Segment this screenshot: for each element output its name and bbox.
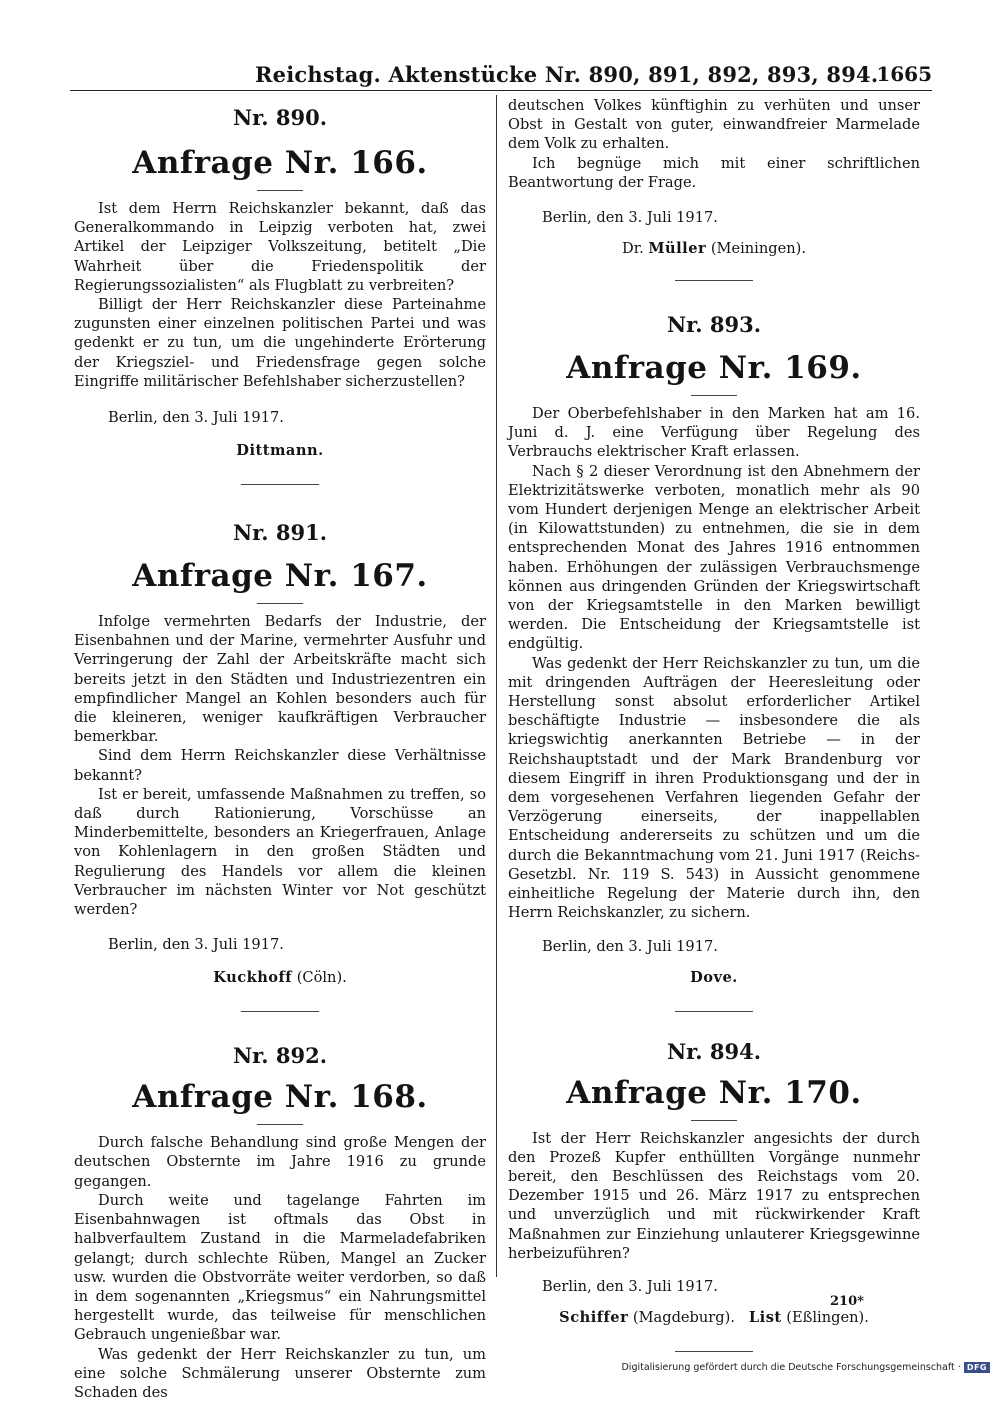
paragraph: Durch weite und tagelange Fahrten im Eisenbahnwagen ist oftmals das Obst in halbverfaultem Zustand in die Marmeladefabriken gelangt; durch schlechte Rüben, Mangel an Zucker usw. wurden die Obstvorräte weiter verdorben, so daß in dem sogenannten „Kriegsmus“ ein Nahrungsmittel hergestellt wurde, das teilweise für menschlichen Gebrauch ungenießbar war.	[74, 1191, 486, 1344]
inquiry-title: Anfrage Nr. 166.	[132, 145, 428, 181]
paragraph: Was gedenkt der Herr Reichskanzler zu tun, um eine solche Schmälerung unserer Obsternte zum Schaden des	[74, 1345, 486, 1401]
paragraph: Nach § 2 dieser Verordnung ist den Abnehmern der Elektrizitätswerke verboten, monatlich mehr als 90 vom Hundert derjenigen Menge an elektrischer Arbeit (in Kilowattstunden) zu entnehmen, die sie in dem entsprechenden Monat des Jahres 1916 entnommen haben. Erhöhungen der zulässigen Verbrauchsmenge können aus dringenden Gründen der Kriegswirtschaft von der Kriegsamtstelle in den Marken bewilligt werden. Die Entscheidung der Kriegsamtstelle ist endgültig.	[508, 462, 920, 653]
date-line: Berlin, den 3. Juli 1917.	[542, 937, 718, 955]
document-893	[508, 281, 920, 1011]
document-number: Nr. 893.	[666, 312, 762, 338]
signature	[508, 1308, 920, 1327]
digitization-credit: Digitalisierung gefördert durch die Deutsche Forschungsgemeinschaft · DFG	[621, 1362, 990, 1373]
paragraph: Was gedenkt der Herr Reichskanzler zu tun, um die mit dringenden Aufträgen der Heeresleitung oder Herstellung sonst absolut erforderlicher Artikel beschäftigte Industrie — insbesondere die als kriegswichtig anerkannten Betriebe — in der Reichshauptstadt und der Mark Brandenburg vor diesem Eingriff in ihren Produktionsgang und der in dem vorgesehenen Verfahren liegenden Gefahr der Verzögerung einerseits, der inappellablen Entscheidung andererseits zu schützen und um die durch die Bekanntmachung vom 21. Juni 1917 (Reichs-Gesetzbl. Nr. 119 S. 543) in Aussicht genommene einheitliche Regelung der Materie durch ihn, den Herrn Reichskanzler, zu sichern.	[508, 654, 920, 922]
inquiry-title: Anfrage Nr. 169.	[566, 350, 862, 387]
title-rule	[691, 1120, 737, 1121]
signature	[74, 441, 486, 460]
signatory-place: (Eßlingen).	[781, 1308, 869, 1326]
page-header	[70, 60, 932, 91]
document-890	[74, 96, 486, 485]
document-number: Nr. 892.	[232, 1043, 328, 1069]
signatory-name: Dittmann.	[236, 442, 324, 460]
running-title: Reichstag. Aktenstücke Nr. 890, 891, 892, 893, 894.	[255, 62, 879, 87]
inquiry-title: Anfrage Nr. 170.	[566, 1074, 862, 1111]
title-rule	[257, 603, 303, 604]
signature	[74, 968, 486, 987]
document-number: Nr. 891.	[232, 520, 328, 546]
signatory-title: Dr.	[622, 240, 649, 258]
paragraph: Infolge vermehrten Bedarfs der Industrie, der Eisenbahnen und der Marine, vermehrter Ausfuhr und Verringerung der Zahl der Arbeitskräfte macht sich bereits jetzt in den Städten und Industriezentren ein empfindlicher Mangel an Kohlen besonders auch für die kleineren, weniger kaufkräftigen Verbraucher bemerkbar.	[74, 613, 486, 746]
section-separator	[675, 1351, 753, 1352]
date-line: Berlin, den 3. Juli 1917.	[108, 409, 284, 427]
inquiry-title: Anfrage Nr. 168.	[132, 1079, 428, 1116]
document-number: Nr. 890.	[232, 105, 328, 130]
signatory-name: List	[748, 1308, 782, 1326]
signatory-name: Dove.	[690, 968, 738, 986]
document-892-continued	[508, 96, 920, 281]
right-column	[508, 96, 920, 1352]
paragraph: Der Oberbefehlshaber in den Marken hat am 16. Juni d. J. eine Verfügung über Regelung des Verbrauchs elektrischer Kraft erlassen.	[508, 405, 920, 461]
signature	[508, 239, 920, 258]
date-line: Berlin, den 3. Juli 1917.	[542, 209, 718, 227]
page-number: 1665	[876, 62, 932, 86]
paragraph: Ich begnüge mich mit einer schriftlichen Beantwortung der Frage.	[508, 154, 920, 191]
inquiry-title: Anfrage Nr. 167.	[132, 558, 428, 595]
title-rule	[691, 395, 737, 396]
date-line: Berlin, den 3. Juli 1917.	[108, 936, 284, 954]
paragraph: Ist er bereit, umfassende Maßnahmen zu treffen, so daß durch Rationierung, Vorschüsse an Minderbemittelte, besonders an Kriegerfrauen, Anlage von Kohlenlagern in den großen Städten und Regulierung des Handels vor allem die kleinen Verbraucher im nächsten Winter vor Not geschützt werden?	[74, 785, 486, 919]
paragraph: Sind dem Herrn Reichskanzler diese Verhältnisse bekannt?	[74, 747, 486, 784]
title-rule	[257, 1124, 303, 1125]
paragraph: Ist der Herr Reichskanzler angesichts der durch den Prozeß Kupfer enthüllten Vorgänge nunmehr bereit, den Beschlüssen des Reichstags vom 20. Dezember 1915 und 26. März 1917 zu entsprechen und unverzüglich und mit rückwirkender Kraft Maßnahmen zur Einziehung unlauterer Kriegsgewinne herbeizuführen?	[508, 1129, 920, 1262]
signatory-place: (Magdeburg).	[628, 1308, 735, 1326]
left-column	[74, 96, 486, 1402]
paragraph: Billigt der Herr Reichskanzler diese Parteinahme zugunsten einer einzelnen politischen Partei und was gedenkt er zu tun, um die ungehinderte Erörterung der Kriegsziel- und Friedensfrage gegen solche Eingriffe militärischer Befehlshaber sicherzustellen?	[74, 296, 486, 390]
signatory-place: (Cöln).	[292, 969, 347, 987]
document-891	[74, 485, 486, 1012]
paragraph: deutschen Volkes künftighin zu verhüten und unser Obst in Gestalt von guter, einwandfreier Marmelade dem Volk zu erhalten.	[508, 97, 920, 153]
paragraph: Ist dem Herrn Reichskanzler bekannt, daß das Generalkommando in Leipzig verboten hat, zwei Artikel der Leipziger Volkszeitung, betitelt „Die Wahrheit über die Friedenspolitik der Regierungssozialisten“ als Flugblatt zu verbreiten?	[74, 200, 486, 294]
sheet-signature-mark: 210*	[830, 1294, 864, 1309]
signatory-name: Schiffer	[559, 1308, 629, 1326]
paragraph: Durch falsche Behandlung sind große Mengen der deutschen Obsternte im Jahre 1916 zu grunde gegangen.	[74, 1134, 486, 1190]
signatory-place: (Meiningen).	[706, 240, 806, 258]
credit-text: Digitalisierung gefördert durch die Deutsche Forschungsgemeinschaft	[621, 1362, 955, 1373]
signatory-name: Kuckhoff	[213, 969, 293, 987]
date-line: Berlin, den 3. Juli 1917.	[542, 1277, 718, 1295]
dfg-logo: DFG	[964, 1362, 990, 1373]
column-divider	[496, 95, 497, 1277]
document-number: Nr. 894.	[666, 1038, 762, 1064]
signatory-name: Müller	[648, 240, 707, 258]
title-rule	[257, 190, 303, 191]
document-892	[74, 1012, 486, 1402]
signature	[508, 968, 920, 987]
